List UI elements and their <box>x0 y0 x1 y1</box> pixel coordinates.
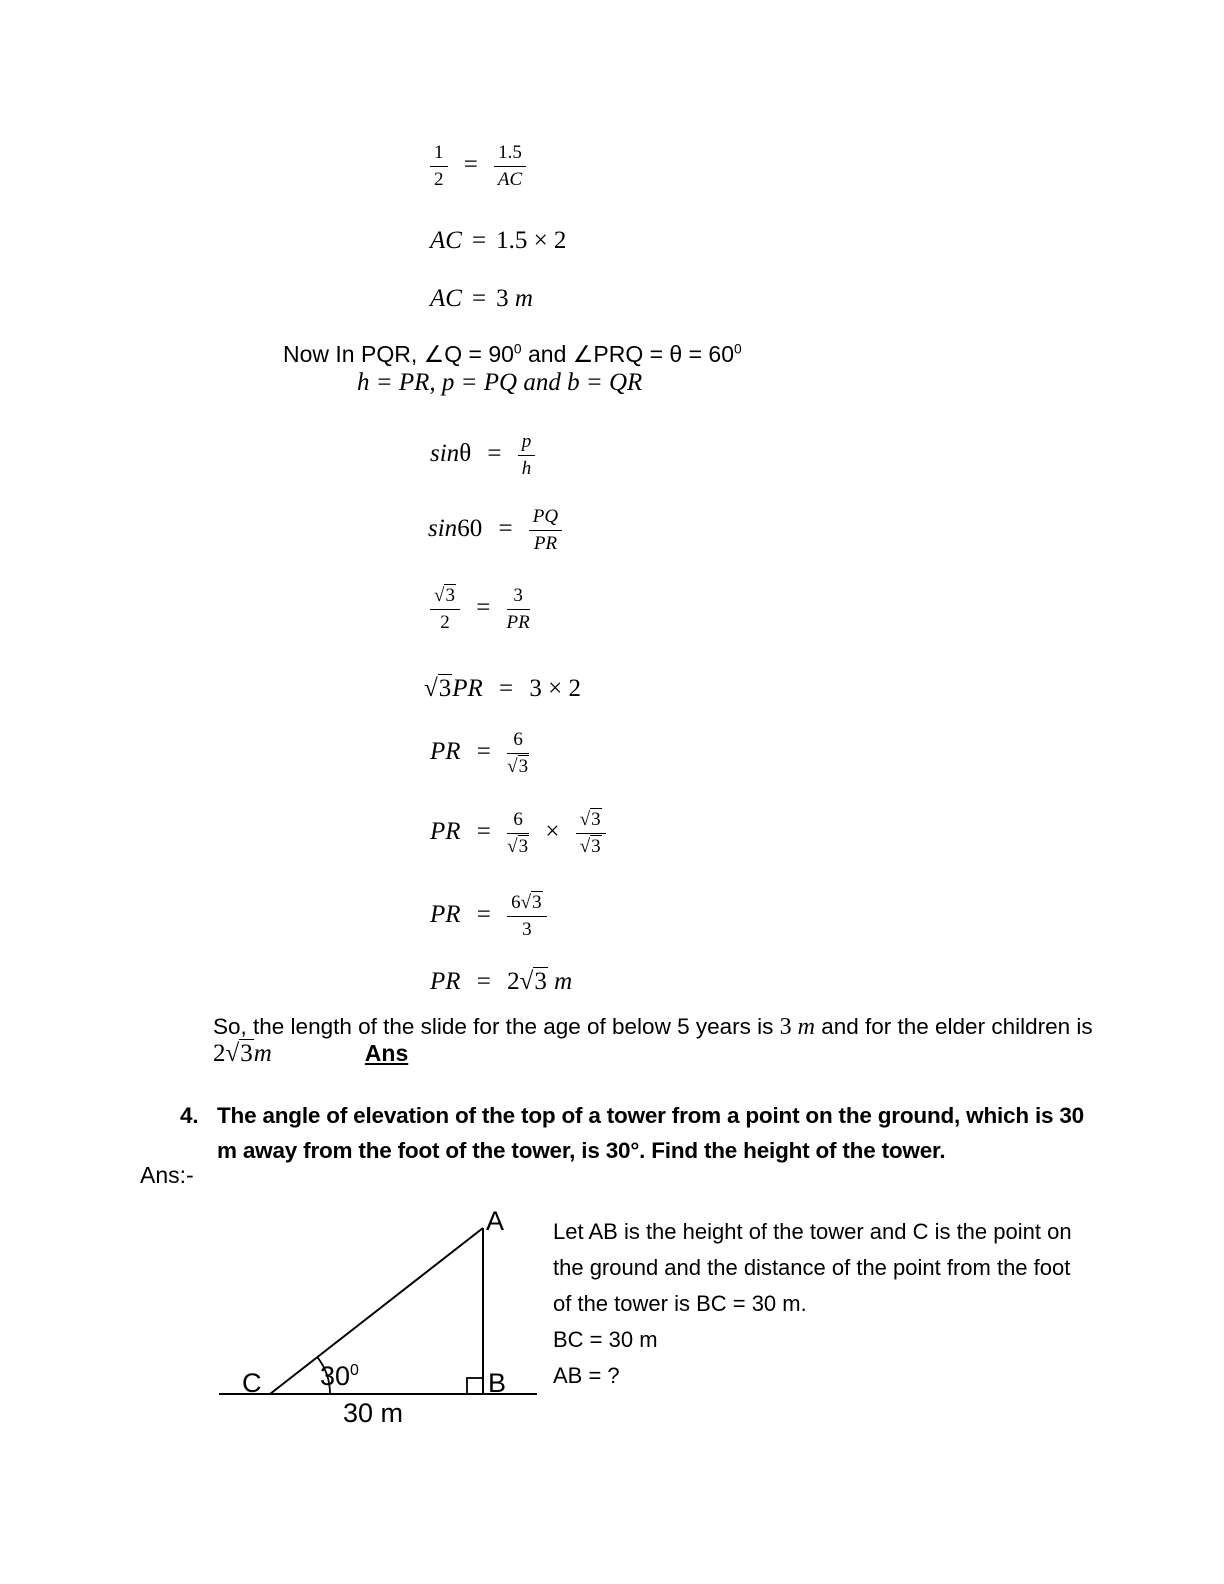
note-line: BC = 30 m <box>553 1327 658 1352</box>
radicand: 3 <box>534 968 547 995</box>
equation-pr-6-over-root3 <box>430 729 529 778</box>
equals-sign: = <box>498 515 513 543</box>
radical-sign: √ <box>520 892 532 913</box>
equals-sign: = <box>463 151 478 179</box>
square-root <box>226 1039 254 1067</box>
expression: 1.5 × 2 <box>496 227 567 254</box>
statement-triangle-pqr <box>283 339 742 369</box>
variable: PR <box>533 532 558 554</box>
variable: AC <box>430 227 462 254</box>
equation-sin-theta <box>430 431 535 480</box>
times-sign: × <box>545 818 560 846</box>
fraction <box>507 892 546 941</box>
radicand: 3 <box>591 835 601 857</box>
radical-sign: √ <box>579 835 591 857</box>
equation-pr-result <box>430 968 572 996</box>
angle-degree-superscript: 0 <box>350 1362 359 1379</box>
statement-text: and ∠PRQ = θ = 60 <box>521 341 735 367</box>
radicand: 3 <box>240 1040 253 1067</box>
vertex-label-b: B <box>488 1368 507 1398</box>
vertex-label-a: A <box>486 1206 505 1236</box>
variable: p <box>521 431 532 452</box>
variable: AC <box>497 168 523 190</box>
conclusion-line1 <box>213 1012 1093 1042</box>
fraction <box>507 729 529 778</box>
radicand: 3 <box>518 835 529 857</box>
fraction-denominator: 3 <box>522 918 532 940</box>
value: 3 <box>496 285 509 312</box>
variable: AC <box>430 285 462 312</box>
fraction-denominator <box>529 531 562 555</box>
equation-pr-rationalize <box>430 809 606 858</box>
conclusion-line2 <box>213 1040 408 1068</box>
unit: m <box>253 1040 272 1067</box>
math-inline <box>213 1039 272 1067</box>
variable: PR <box>506 611 530 633</box>
conclusion-text: and for the elder children is <box>814 1014 1093 1039</box>
theta-symbol: θ <box>459 440 472 468</box>
fraction <box>494 142 526 191</box>
fraction-numerator <box>576 809 606 834</box>
question4-number: 4. <box>180 1103 199 1128</box>
equation-root3-ratio <box>430 585 530 634</box>
radicand: 3 <box>591 809 601 830</box>
equation-root3-pr <box>424 675 581 703</box>
angle-value: 60 <box>457 515 483 543</box>
square-root <box>580 835 602 857</box>
fraction-numerator <box>430 585 460 610</box>
note-line: the ground and the distance of the point from the foot <box>553 1255 1071 1280</box>
fraction-denominator <box>576 834 606 858</box>
fraction-numerator: 6 <box>507 729 529 754</box>
variable: PR <box>430 818 461 846</box>
expression: 3 × 2 <box>529 675 581 702</box>
degree-superscript: 0 <box>734 341 742 357</box>
question4-text-line1: The angle of elevation of the top of a tower from a point on the ground, which is 30 <box>217 1103 1084 1128</box>
variable: PQ <box>532 506 559 527</box>
unit: m <box>514 285 533 312</box>
coefficient: 2 <box>507 968 520 995</box>
coefficient: 6 <box>511 892 521 913</box>
square-root <box>434 584 456 606</box>
statement-text: h = PR, p = PQ and b = QR <box>357 369 643 396</box>
question4-text-line2: m away from the foot of the tower, is 30°. Find the height of the tower. <box>217 1138 946 1163</box>
angle-label <box>320 1361 359 1391</box>
math-inline <box>780 1014 815 1040</box>
radicand: 3 <box>518 755 529 777</box>
fraction-denominator <box>507 610 530 634</box>
hypotenuse-line <box>270 1228 483 1394</box>
coefficient: 2 <box>213 1040 226 1067</box>
variable: PR <box>430 968 461 995</box>
base-length-label: 30 m <box>343 1398 404 1428</box>
fraction-denominator <box>494 167 526 191</box>
statement-sides <box>357 369 642 397</box>
equals-sign: = <box>476 968 491 995</box>
radical-sign: √ <box>507 835 518 857</box>
radical-sign: √ <box>434 585 445 606</box>
tower-triangle-diagram <box>200 1192 560 1460</box>
fraction-numerator <box>507 892 546 917</box>
fraction-numerator: 6 <box>507 809 529 834</box>
equals-sign: = <box>476 818 491 846</box>
variable: PR <box>430 738 461 766</box>
fraction-denominator <box>507 754 529 778</box>
fraction-numerator <box>529 506 562 531</box>
right-angle-marker <box>467 1378 483 1394</box>
note-line: AB = ? <box>553 1363 620 1388</box>
fraction <box>518 431 536 480</box>
angle-value: 30 <box>320 1361 351 1391</box>
square-root <box>580 808 602 830</box>
fraction-denominator: 2 <box>440 611 450 633</box>
variable: PR <box>430 901 461 929</box>
fraction <box>529 506 562 555</box>
fraction <box>576 809 606 858</box>
square-root <box>520 967 548 995</box>
radicand: 3 <box>438 675 452 702</box>
fraction-denominator <box>518 456 536 480</box>
fraction-denominator: 2 <box>434 168 444 190</box>
vertex-label-c: C <box>242 1368 262 1398</box>
fraction-numerator: 1.5 <box>494 142 526 167</box>
unit: m <box>797 1014 815 1040</box>
fraction <box>430 142 448 191</box>
fraction <box>507 809 529 858</box>
equals-sign: = <box>487 440 502 468</box>
equals-sign: = <box>476 901 491 929</box>
fraction-numerator <box>518 431 536 456</box>
note-line: Let AB is the height of the tower and C is the point on <box>553 1219 1072 1244</box>
equals-sign: = <box>476 594 491 622</box>
equals-sign: = <box>499 675 514 702</box>
equation-pr-6root3-over-3 <box>430 892 547 941</box>
equals-sign: = <box>471 227 487 254</box>
radicand: 3 <box>445 585 455 606</box>
answer4-note <box>553 1214 1072 1394</box>
fraction-denominator <box>507 834 529 858</box>
square-root <box>507 835 529 857</box>
radicand: 3 <box>532 892 542 913</box>
equals-sign: = <box>471 285 487 312</box>
fraction-numerator: 1 <box>430 142 448 167</box>
radical-sign: √ <box>519 968 534 995</box>
note-line: of the tower is BC = 30 m. <box>553 1291 807 1316</box>
square-root <box>424 674 452 702</box>
radical-sign: √ <box>225 1040 240 1067</box>
radical-sign: √ <box>579 809 591 830</box>
conclusion-text: So, the length of the slide for the age of below 5 years is <box>213 1014 780 1039</box>
ans-badge: Ans <box>364 1040 409 1066</box>
fraction-numerator: 3 <box>507 585 530 610</box>
fraction <box>507 585 530 634</box>
function-name: sin <box>428 515 458 543</box>
statement-text: Now In PQR, ∠Q = 90 <box>283 341 514 367</box>
equation-ac-result <box>430 285 533 313</box>
equation-sin60 <box>428 506 562 555</box>
variable: h <box>521 457 532 479</box>
value: 3 <box>779 1014 792 1040</box>
variable: PR <box>452 675 483 702</box>
equals-sign: = <box>476 738 491 766</box>
fraction <box>430 585 460 634</box>
radical-sign: √ <box>424 675 438 702</box>
radical-sign: √ <box>507 755 518 777</box>
unit: m <box>554 968 573 995</box>
square-root <box>507 755 529 777</box>
answer-prefix: Ans:- <box>140 1162 194 1188</box>
function-name: sin <box>430 440 460 468</box>
square-root <box>521 891 543 913</box>
equation-ac-ratio <box>430 142 526 191</box>
equation-ac-product <box>430 227 566 255</box>
degree-superscript: 0 <box>513 341 522 357</box>
